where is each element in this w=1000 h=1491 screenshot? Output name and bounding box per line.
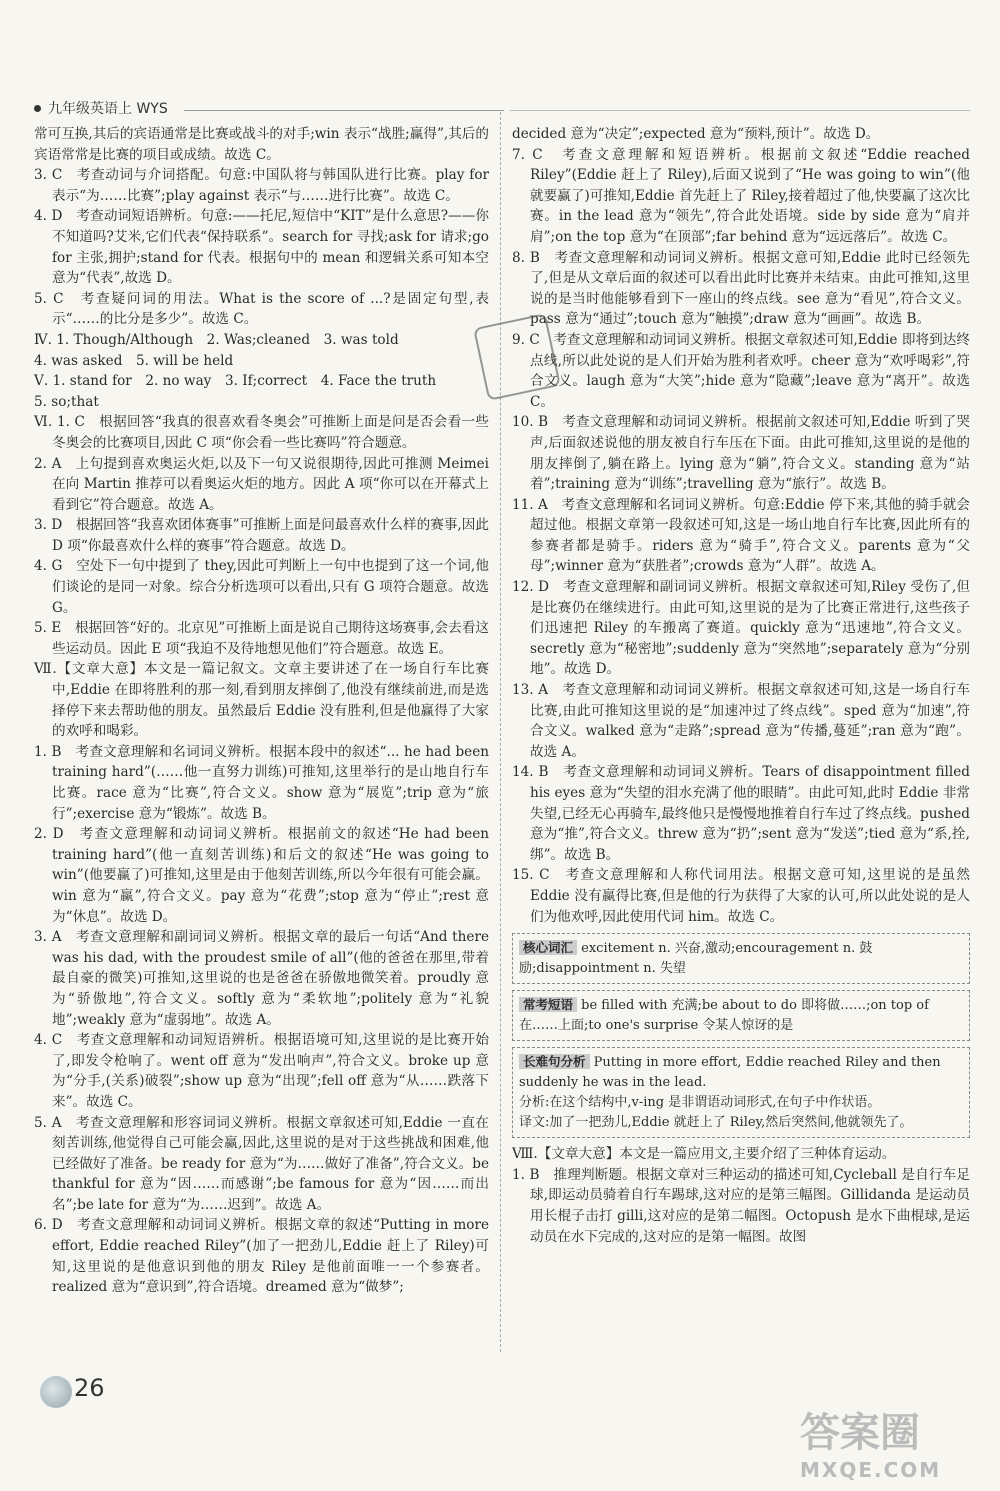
watermark [800, 1401, 980, 1482]
note-box-tag: 核心词汇 [519, 940, 577, 955]
answer-paragraph: 11. A 考查文意理解和名词词义辨析。句意:Eddie 停下来,其他的骑手就会超过他。根据文章第一段叙述可知,这是一场山地自行车比赛,因此所有的参赛者都是骑手。riders 意为“骑手”,符合文义。parents 意为“父母”;winner 意为“获胜者”;crowds 意为“人群”。故选 A。 [512, 496, 970, 575]
answer-paragraph: 1. B 考查文意理解和名词词义辨析。根据本段中的叙述“... he had been training hard”(……他一直努力训练)可推知,这里举行的是山地自行车比赛。race 意为“比赛”,符合文义。show 意为“展览”;trip 意为“旅行”;exercise 意为“锻炼”。故选 B。 [34, 743, 489, 822]
answer-paragraph: 8. B 考查文意理解和动词词义辨析。根据文意可知,Eddie 此时已经领先了,但是从文章后面的叙述可以看出此时比赛并未结束。由此可推知,这里说的是当时他能够看到下一座山的终点线。see 意为“看见”,符合文义。pass 意为“通过”;touch 意为“触摸”;draw 意为“画画”。故选 B。 [512, 249, 970, 328]
answer-paragraph: 9. C 考查文意理解和动词词义辨析。根据文章叙述可知,Eddie 即将到达终点线,所以此处说的是人们开始为胜利者欢呼。cheer 意为“欢呼喝彩”,符合文义。laugh 意为“大笑”;hide 意为“隐藏”;leave 意为“离开”。故选 C。 [512, 331, 970, 410]
answer-paragraph: 3. A 考查文意理解和副词词义辨析。根据文章的最后一句话“And there was his dad, with the proudest smile of all”(他的爸爸在那里,带着最自豪的微笑)可推知,这里说的也是爸爸在骄傲地微笑着。proudly 意为“骄傲地”,符合文义。softly 意为“柔软地”;politely 意为“礼貌地”;weakly 意为“虚弱地”。故选 A。 [34, 929, 489, 1028]
answer-paragraph: 2. D 考查文意理解和动词词义辨析。根据前文的叙述“He had been training hard”(他一直刻苦训练)和后文的叙述“He was going to win”(他要赢了)可推知,这里是由于他刻苦训练,所以今年很有可能会赢。win 意为“赢”,符合文义。pay 意为“花费”;stop 意为“停止”;rest 意为“休息”。故选 D。 [34, 826, 489, 925]
answer-paragraph: 12. D 考查文意理解和副词词义辨析。根据文章叙述可知,Riley 受伤了,但是比赛仍在继续进行。由此可知,这里说的是为了比赛正常进行,这些孩子们迅速把 Riley 的车搬离了赛道。quickly 意为“迅速地”,符合文义。secretly 意为“秘密地”;suddenly 意为“突然地”;separately 意为“分别地”。故选 D。 [512, 579, 970, 678]
answer-paragraph: Ⅳ. 1. Though/Although 2. Was;cleaned 3. was told [34, 331, 399, 348]
answer-paragraph: 1. B 推理判断题。根据文章对三种运动的描述可知,Cycleball 是自行车足球,即运动员骑着自行车踢球,这对应的是第三幅图。Gillidanda 是运动员用长棍子击打 gilli,这对应的是第二幅图。Octopush 是水下曲棍球,是运动员在水下完成的,这对应的是第一幅图。故图 [512, 1166, 970, 1245]
header-rule-right [510, 110, 970, 111]
note-box [512, 1047, 970, 1138]
left-column [34, 124, 489, 1298]
page-number-block [40, 1368, 120, 1428]
answer-paragraph: 常可互换,其后的宾语通常是比赛或战斗的对手;win 表示“战胜;赢得”,其后的宾语常常是比赛的项目或成绩。故选 C。 [34, 126, 489, 163]
note-box-tag: 长难句分析 [519, 1054, 590, 1069]
note-box-text: excitement n. 兴奋,激动;encouragement n. 鼓励;disappointment n. 失望 [519, 941, 873, 977]
answer-paragraph: 15. C 考查文意理解和人称代词用法。根据文意可知,这里说的是虽然 Eddie 没有赢得比赛,但是他的行为获得了大家的认可,所以此处说的是人们为他欢呼,因此使用代词 him。故选 C。 [512, 867, 970, 925]
answer-paragraph: 4. was asked 5. will be held [34, 352, 234, 369]
header-title: 九年级英语上 WYS [48, 101, 168, 117]
answer-paragraph: 5. C 考查疑问词的用法。What is the score of ...?是固定句型,表示“……的比分是多少”。故选 C。 [34, 290, 489, 328]
page-header [34, 98, 504, 120]
answer-paragraph: 4. C 考查文意理解和动词短语辨析。根据语境可知,这里说的是比赛开始了,即发令枪响了。went off 意为“发出响声”,符合文义。broke up 意为“分手,(关系)破裂”;show up 意为“出现”;fell off 意为“从……跌落下来”。故选 C。 [34, 1032, 489, 1110]
bullet-icon [34, 105, 41, 112]
answer-paragraph: Ⅷ.【文章大意】本文是一篇应用文,主要介绍了三种体育运动。 [512, 1146, 896, 1163]
answer-paragraph: 4. D 考查动词短语辨析。句意:——托尼,短信中“KIT”是什么意思?——你不知道吗?艾米,它们代表“保持联系”。search for 寻找;ask for 请求;go for 主张,拥护;stand for 代表。根据句中的 mean 和逻辑关系可知本空意为“代表”,故选 D。 [34, 208, 489, 287]
answer-paragraph: 13. A 考查文意理解和动词词义辨析。根据文章叙述可知,这是一场自行车比赛,由此可推知这里说的是“加速冲过了终点线”。sped 意为“加速”,符合文义。walked 意为“走路”;spread 意为“传播,蔓延”;ran 意为“跑”。故选 A。 [512, 682, 970, 760]
answer-paragraph: 5. A 考查文意理解和形容词词义辨析。根据文章叙述可知,Eddie 一直在刻苦训练,他觉得自己可能会赢,因此,这里说的是对于这些挑战和困难,他已经做好了准备。be ready for 意为“为……做好了准备”,符合文义。be thankful for 意为“因……而感谢”;be famous for 意为“因……而出名”;be late for 意为“为……迟到”。故选 A。 [34, 1114, 489, 1213]
answer-paragraph: 14. B 考查文意理解和动词词义辨析。Tears of disappointment filled his eyes 意为“失望的泪水充满了他的眼睛”。由此可知,此时 Eddie 非常失望,已经无心再骑车,最终他只是慢慢地推着自行车过了终点线。pushed 意为“推”,符合文义。threw 意为“扔”;sent 意为“发送”;tied 意为“系,拴,绑”。故选 B。 [512, 764, 970, 863]
header-rule [184, 110, 504, 111]
watermark-title: 答案圈 [800, 1410, 920, 1456]
note-box-tag: 常考短语 [519, 997, 577, 1012]
watermark-url: MXQE.COM [800, 1458, 942, 1482]
dolphin-logo-icon [40, 1376, 72, 1408]
note-box-line: 分析:在这个结构中,v-ing 是非谓语动词形式,在句子中作状语。 [519, 1095, 881, 1111]
note-box [512, 933, 970, 984]
answer-paragraph: 10. B 考查文意理解和动词词义辨析。根据前文叙述可知,Eddie 听到了哭声,后面叙述说他的朋友被自行车压在下面。由此可推知,这里说的是他的朋友摔倒了,躺在路上。lying 意为“躺”,符合文义。standing 意为“站着”;training 意为“训练”;travelling 意为“旅行”。故选 B。 [512, 414, 970, 493]
answer-paragraph: Ⅶ.【文章大意】本文是一篇记叙文。文章主要讲述了在一场自行车比赛中,Eddie 在即将胜利的那一刻,看到朋友摔倒了,他没有继续前进,而是选择停下来去帮助他的朋友。虽然最后 Eddie 没有胜利,但是他赢得了大家的欢呼和喝彩。 [34, 661, 489, 740]
answer-paragraph: 3. C 考查动词与介词搭配。句意:中国队将与韩国队进行比赛。play for 表示“为……比赛”;play against 表示“与……进行比赛”。故选 C。 [34, 167, 489, 204]
answer-paragraph: Ⅵ. 1. C 根据回答“我真的很喜欢看冬奥会”可推断上面是问是否会看一些冬奥会的比赛项目,因此 C 项“你会看一些比赛吗”符合题意。 [34, 414, 489, 451]
page-number: 26 [74, 1374, 105, 1402]
note-box-text: be filled with 充满;be about to do 即将做……;on top of 在……上面;to one's surprise 令某人惊讶的是 [519, 998, 929, 1034]
note-box-line: 译文:加了一把劲儿,Eddie 就赶上了 Riley,然后突然间,他就领先了。 [519, 1115, 913, 1131]
answer-paragraph: 7. C 考查文意理解和短语辨析。根据前文叙述“Eddie reached Riley”(Eddie 赶上了 Riley),后面又说到了“He was going to win”(他就要赢了)可推知,Eddie 首先赶上了 Riley,接着超过了他,快要赢了这次比赛。in the lead 意为“领先”,符合此处语境。side by side 意为“肩并肩”;on the top 意为“在顶部”;far behind 意为“远远落后”。故选 C。 [512, 146, 970, 245]
answer-paragraph: 5. so;that [34, 393, 99, 410]
answer-paragraph: 4. G 空处下一句中提到了 they,因此可判断上一句中也提到了这一个词,他们谈论的是同一对象。综合分析选项可以看出,只有 G 项符合题意。故选 G。 [34, 558, 489, 616]
note-box-text: Putting in more effort, Eddie reached Riley and then suddenly he was in the lead. [519, 1055, 941, 1091]
homework-stamp-icon [473, 313, 561, 401]
answer-paragraph: 3. D 根据回答“我喜欢团体赛事”可推断上面是问最喜欢什么样的赛事,因此 D 项“你最喜欢什么样的赛事”符合题意。故选 D。 [34, 517, 489, 554]
note-box [512, 990, 970, 1041]
answer-paragraph: decided 意为“决定”;expected 意为“预料,预计”。故选 D。 [512, 126, 880, 142]
right-column [512, 124, 970, 1247]
answer-paragraph: 5. E 根据回答“好的。北京见”可推断上面是说自己期待这场赛事,会去看这些运动员。因此 E 项“我迫不及待地想见他们”符合题意。故选 E。 [34, 620, 489, 657]
column-divider [500, 112, 501, 1352]
answer-paragraph: 2. A 上句提到喜欢奥运火炬,以及下一句又说很期待,因此可推测 Meimei 在向 Martin 推荐可以看奥运火炬的地方。因此 A 项“你可以在开幕式上看到它”符合题意。故选 A。 [34, 455, 489, 513]
answer-paragraph: 6. D 考查文意理解和动词词义辨析。根据文章的叙述“Putting in more effort, Eddie reached Riley”(加了一把劲儿,Eddie 赶上了 Riley)可知,这里说的是他意识到他的朋友 Riley 是他前面唯一一个参赛者。realized 意为“意识到”,符合语境。dreamed 意为“做梦”; [34, 1217, 489, 1296]
answer-paragraph: Ⅴ. 1. stand for 2. no way 3. If;correct 4. Face the truth [34, 373, 437, 390]
